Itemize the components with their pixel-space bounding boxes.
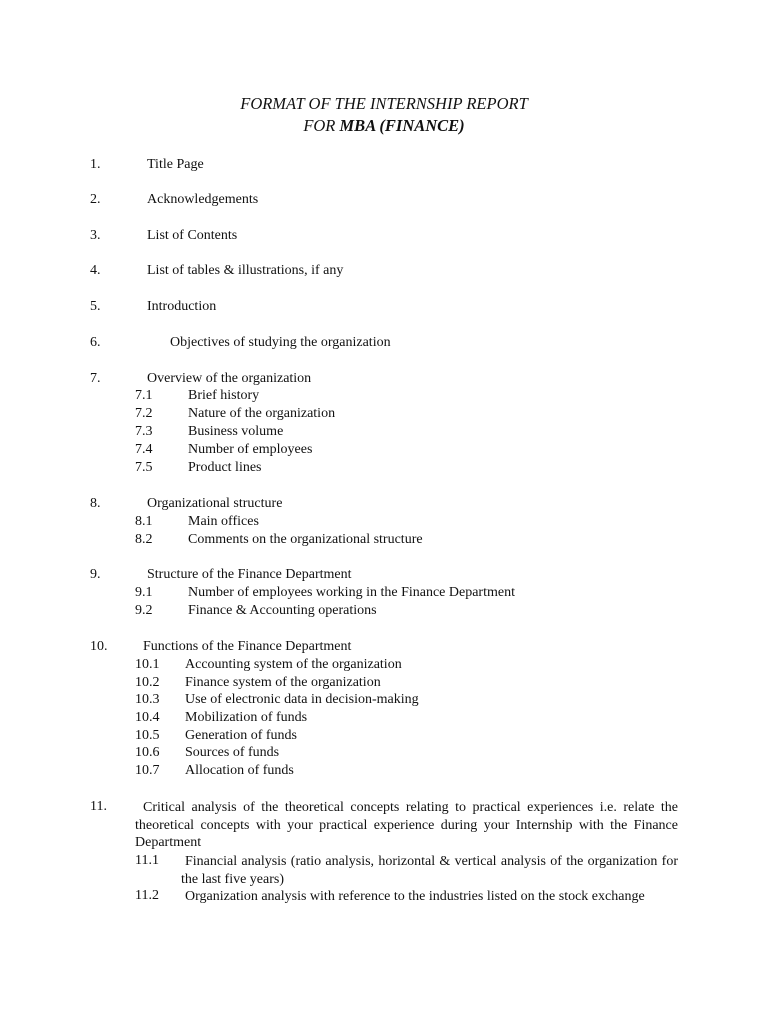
subitem-label: Number of employees — [188, 442, 313, 457]
subitem-number: 10.7 — [135, 763, 160, 778]
subitem-number: 10.2 — [135, 675, 160, 690]
subitem-label: Product lines — [188, 460, 262, 475]
subitem-number: 10.5 — [135, 728, 160, 743]
subitem-number: 11.2 — [135, 888, 159, 903]
title-line-2-prefix: FOR — [303, 116, 340, 135]
subitem-number: 10.3 — [135, 692, 160, 707]
subitem-number: 7.5 — [135, 460, 153, 475]
subitem-label: Main offices — [188, 514, 259, 529]
document-subtitle — [0, 116, 768, 136]
item-number: 7. — [90, 371, 101, 386]
item-label: List of tables & illustrations, if any — [147, 263, 344, 278]
item-label: Title Page — [147, 157, 204, 172]
subitem-label: Brief history — [188, 388, 260, 403]
subitem-label: Allocation of funds — [185, 763, 294, 778]
item-label: Critical analysis of the theoretical concepts relating to practical experiences i.e. relate the theoretical concepts with your practical experience during your Internship with the Finance Department — [135, 800, 678, 850]
subitem-number: 9.2 — [135, 603, 153, 618]
subitem-label: Accounting system of the organization — [185, 657, 402, 672]
subitem-number: 8.2 — [135, 532, 153, 547]
item-label: Objectives of studying the organization — [170, 335, 391, 350]
item-number: 11. — [90, 799, 107, 814]
subitem-number: 10.4 — [135, 710, 160, 725]
item-label: List of Contents — [147, 228, 238, 243]
subitem-number: 7.2 — [135, 406, 153, 421]
item-number: 8. — [90, 496, 101, 511]
subitem-label: Generation of funds — [185, 728, 297, 743]
item-number: 5. — [90, 299, 101, 314]
subitem-number: 7.4 — [135, 442, 153, 457]
document-title — [0, 94, 768, 114]
item-number: 10. — [90, 639, 108, 654]
subitem-label: Business volume — [188, 424, 284, 439]
subitem-label: Nature of the organization — [188, 406, 336, 421]
title-line-2-program: MBA (FINANCE) — [339, 116, 465, 135]
item-number: 2. — [90, 192, 101, 207]
subitem-label: Organization analysis with reference to the industries listed on the stock exchange — [185, 889, 645, 904]
subitem-label: Finance system of the organization — [185, 675, 381, 690]
subitem-label: Use of electronic data in decision-making — [185, 692, 419, 707]
subitem-label: Sources of funds — [185, 745, 280, 760]
subitem-number: 7.3 — [135, 424, 153, 439]
subitem-label: Mobilization of funds — [185, 710, 308, 725]
item-label: Structure of the Finance Department — [147, 567, 352, 582]
subitem-number: 10.1 — [135, 657, 160, 672]
item-number: 4. — [90, 263, 101, 278]
subitem-label: Finance & Accounting operations — [188, 603, 377, 618]
item-label: Overview of the organization — [147, 371, 312, 386]
title-line-1: FORMAT OF THE INTERNSHIP REPORT — [240, 94, 528, 113]
item-label: Functions of the Finance Department — [143, 639, 352, 654]
subitem-number: 10.6 — [135, 745, 160, 760]
item-number: 3. — [90, 228, 101, 243]
item-number: 6. — [90, 335, 101, 350]
item-label: Organizational structure — [147, 496, 283, 511]
subitem-label: Financial analysis (ratio analysis, horizontal & vertical analysis of the organization for the last five years) — [181, 854, 678, 887]
subitem-number: 8.1 — [135, 514, 153, 529]
subitem-label: Number of employees working in the Finance Department — [188, 585, 515, 600]
item-label: Acknowledgements — [147, 192, 259, 207]
item-number: 1. — [90, 157, 101, 172]
subitem-number: 11.1 — [135, 853, 159, 868]
subitem-number: 9.1 — [135, 585, 153, 600]
item-number: 9. — [90, 567, 101, 582]
subitem-number: 7.1 — [135, 388, 153, 403]
item-label: Introduction — [147, 299, 217, 314]
subitem-label: Comments on the organizational structure — [188, 532, 423, 547]
